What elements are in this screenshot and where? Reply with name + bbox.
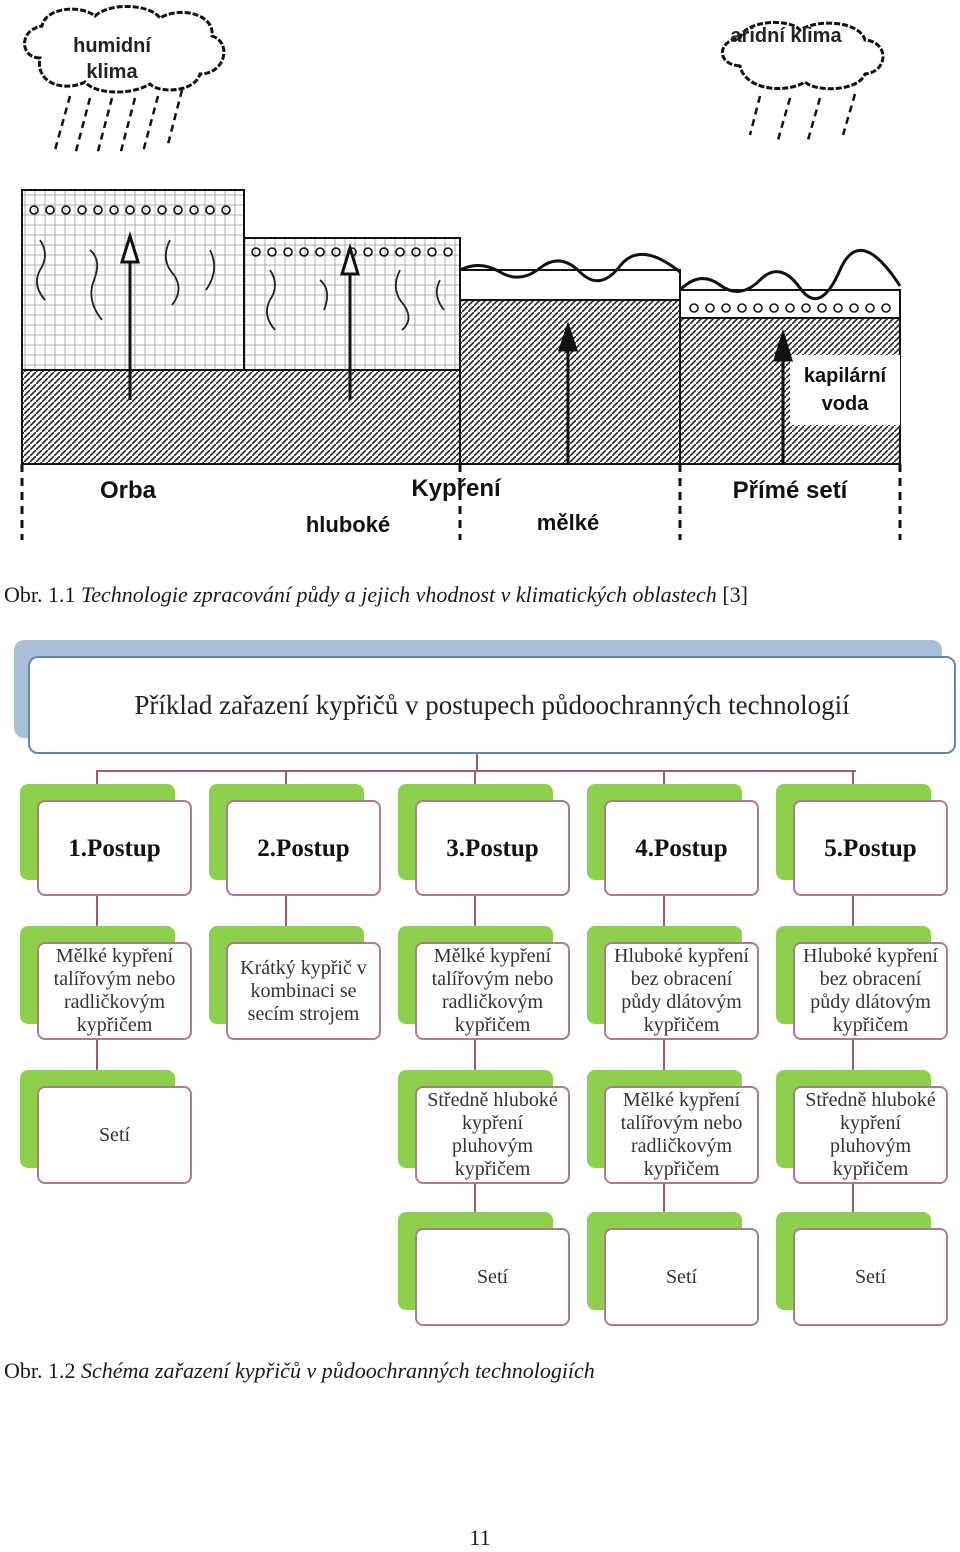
title-connector-vertical	[476, 754, 478, 770]
figure-1-number: Obr. 1.1	[4, 582, 76, 607]
figure-2-number: Obr. 1.2	[4, 1358, 76, 1383]
step-4-2: Mělké kypření talířovým nebo radličkovým kypřičem	[604, 1086, 759, 1184]
postup-header-2: 2.Postup	[226, 800, 381, 896]
arid-climate-label: aridní klima	[730, 25, 842, 47]
orba-label: Orba	[99, 477, 157, 504]
figure-2-text: Schéma zařazení kypřičů v půdoochranných technologiích	[81, 1358, 595, 1383]
step-3-2: Středně hluboké kypření pluhovým kypřičem	[415, 1086, 570, 1184]
figure-2-caption	[4, 1358, 595, 1384]
postup-header-1: 1.Postup	[37, 800, 192, 896]
kapilarni-voda-label: kapilární voda	[803, 365, 887, 415]
step-1-2: Setí	[37, 1086, 192, 1184]
figure-1-ref: [3]	[722, 582, 748, 607]
step-4-1: Hluboké kypření bez obracení půdy dlátovým kypřičem	[604, 942, 759, 1040]
melke-label: mělké	[536, 510, 600, 535]
diagram-title: Příklad zařazení kypřičů v postupech půdoochranných technologií	[28, 656, 956, 754]
figure-1-caption	[4, 582, 748, 608]
step-3-3: Setí	[415, 1228, 570, 1326]
postup-header-3: 3.Postup	[415, 800, 570, 896]
step-3-1: Mělké kypření talířovým nebo radličkovým kypřičem	[415, 942, 570, 1040]
humid-climate-label: humidní klima	[73, 35, 151, 83]
page-number: 11	[469, 1525, 491, 1550]
step-5-2: Středně hluboké kypření pluhovým kypřičem	[793, 1086, 948, 1184]
figure-1-text: Technologie zpracování půdy a jejich vhodnost v klimatických oblastech	[81, 582, 717, 607]
hluboke-label: hluboké	[305, 512, 391, 537]
title-connector-horizontal	[96, 770, 856, 772]
kypreni-label: Kypření	[411, 475, 501, 502]
soil-technology-figure	[0, 0, 960, 560]
step-5-1: Hluboké kypření bez obracení půdy dlátovým kypřičem	[793, 942, 948, 1040]
postup-header-4: 4.Postup	[604, 800, 759, 896]
prime-seti-label: Přímé setí	[732, 477, 848, 504]
step-4-3: Setí	[604, 1228, 759, 1326]
postup-header-5: 5.Postup	[793, 800, 948, 896]
step-2-1: Krátký kypřič v kombinaci se secím strojem	[226, 942, 381, 1040]
step-5-3: Setí	[793, 1228, 948, 1326]
step-1-1: Mělké kypření talířovým nebo radličkovým kypřičem	[37, 942, 192, 1040]
